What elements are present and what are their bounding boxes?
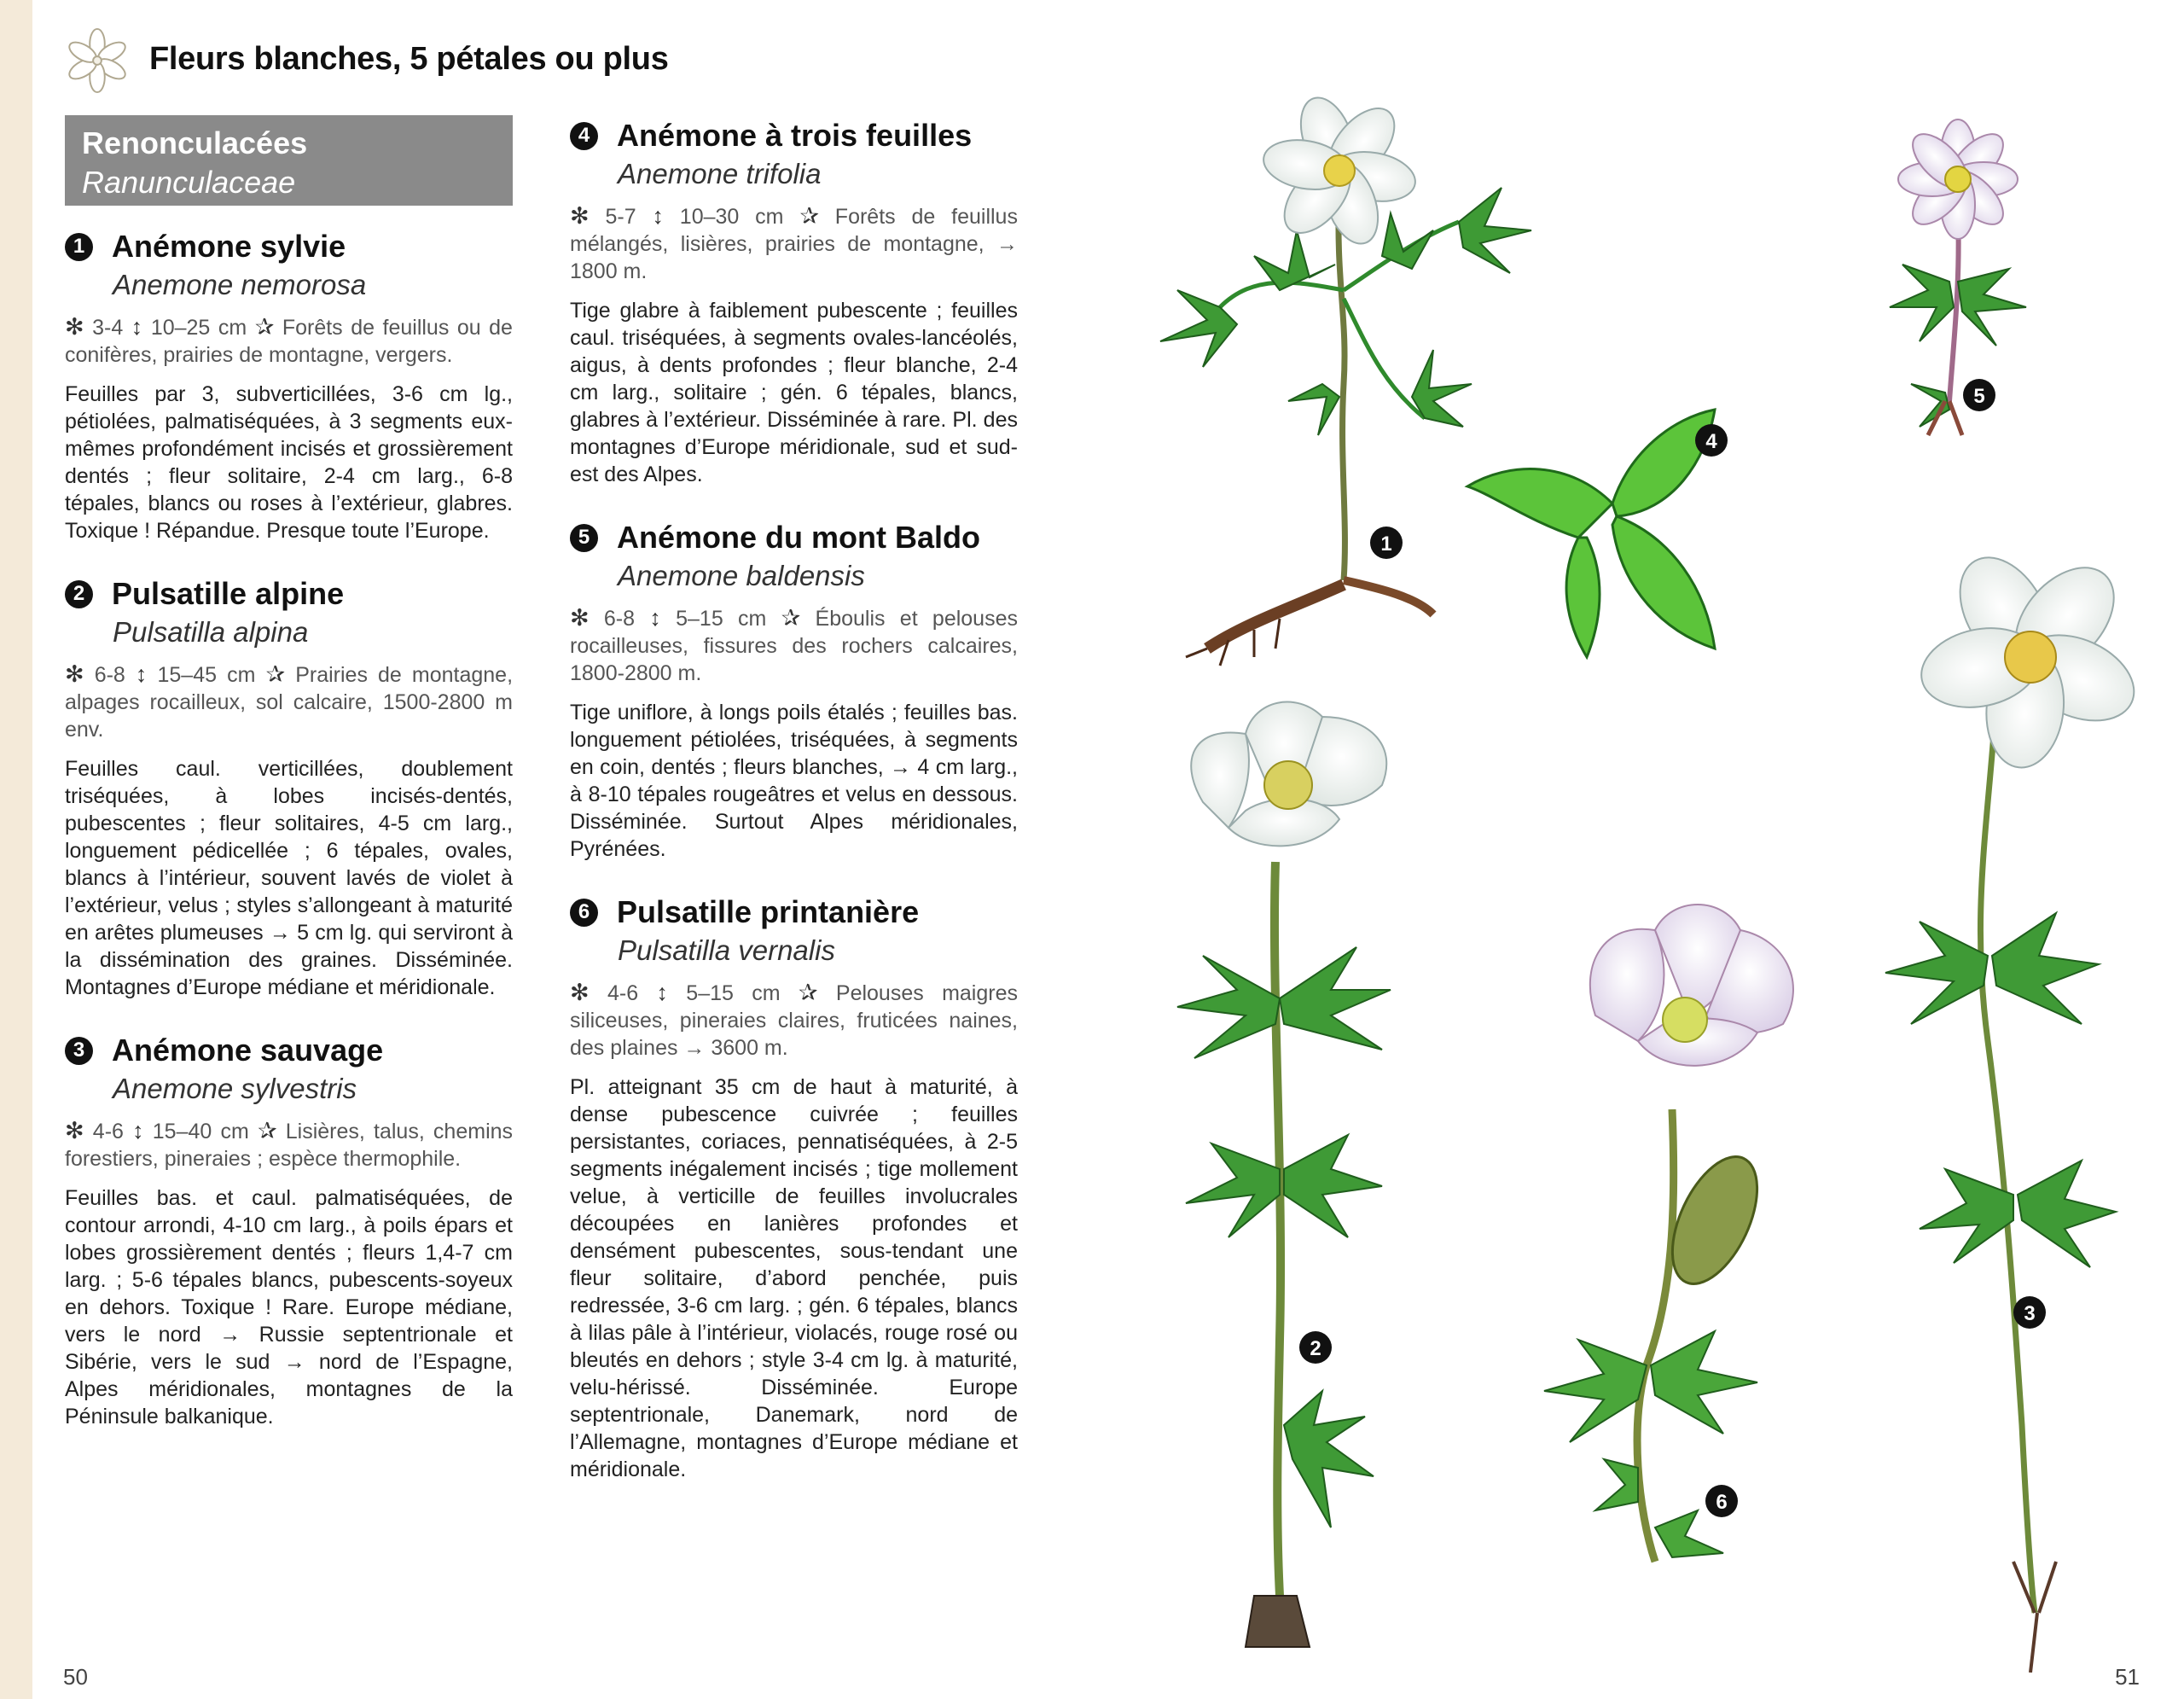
species-description: Feuilles bas. et caul. palmatiséquées, de contour arrondi, 4-10 cm larg., à poils épars et lobes grossièrement dentés ; fleurs 1,4-7 cm larg. ; 5-6 tépales blancs, pubescents-soyeux en dehors. Toxique ! Rare. Europe médiane, vers le nord → Russie septentrionale et Sibérie, vers le sud → nord de l’Espagne, Alpes méridionales, montagnes de la Péninsule balkanique. [65,1186,513,1428]
species-name: Pulsatille printanière [617,894,920,929]
habitat-icon: ✰ [798,980,818,1005]
page-number-left: 50 [63,1664,88,1690]
height-icon: ↕ [652,203,664,229]
height-icon: ↕ [656,980,668,1005]
species-latin-name: Pulsatilla vernalis [618,934,835,966]
habitat-text: Forêts de feuillus mélangés, lisières, prairies de montagne, → 1800 m. [570,205,1018,283]
height-icon: ↕ [649,605,661,631]
species-habitat-line [65,1117,513,1172]
svg-text:6: 6 [1716,1491,1728,1514]
page-title: Fleurs blanches, 5 pétales ou plus [149,41,669,77]
species-entry [570,115,1018,488]
flowering-months: 6-8 [603,607,636,631]
anemone-trifolia-leaf-drawing [1467,410,1715,657]
species-name: Anémone du mont Baldo [617,520,980,555]
anemone-baldensis-drawing [1890,119,2026,435]
botanical-illustration-plate [1126,60,2167,1673]
flowering-month-icon: ✻ [65,1118,84,1143]
family-box [65,115,513,206]
book-spine-margin [0,0,32,1699]
flowering-months: 4-6 [92,1120,124,1143]
plant-height: 15–40 cm [152,1120,249,1143]
plate-label-1 [1370,527,1403,559]
height-icon: ↕ [132,1118,144,1143]
species-entry [65,1030,513,1430]
plant-height: 5–15 cm [676,607,767,631]
species-number-badge: 3 [65,1037,93,1065]
anemone-sylvestris-drawing [1885,542,2147,1673]
flowering-months: 6-8 [94,663,125,687]
species-name: Pulsatille alpine [112,576,345,611]
species-entry [570,892,1018,1483]
habitat-icon: ✰ [254,314,275,340]
height-icon: ↕ [131,314,143,340]
species-description: Feuilles caul. verticillées, doublement triséquées, à lobes incisés-dentés, pubescentes ; fleur solitaires, 4-5 cm larg., longuement pédicellée ; 6 tépales, ovales, blancs à l’intérieur, souvent lavés de violet à l’extérieur, velus ; styles s’allongeant à maturité en arêtes plumeuses → 5 cm lg. qui serviront à la dissémination des graines. Disséminée. Montagnes d’Europe médiane et méridionale. [65,757,513,999]
species-latin-name: Anemone baldensis [618,560,865,591]
plant-height: 10–25 cm [150,316,247,340]
species-description: Feuilles par 3, subverticillées, 3-6 cm lg., pétiolées, palmatiséquées, à 3 segments eux-mêmes profondément incisés et grossièrement dentés ; fleur solitaire, 2-4 cm larg., 6-8 tépales, blancs ou roses à l’extérieur, glabres. Toxique ! Répandue. Presque toute l’Europe. [65,382,513,543]
family-french-name: Renonculacées [82,125,308,160]
species-habitat-line [65,660,513,743]
left-text-column [65,226,513,1459]
habitat-text: Lisières, talus, chemins forestiers, pineraies ; espèce thermophile. [65,1120,514,1171]
flowering-month-icon: ✻ [570,203,590,229]
species-habitat-line [570,202,1018,285]
flowering-months: 5-7 [605,205,636,229]
plate-label-4 [1695,424,1728,457]
species-entry [65,226,513,544]
page-number-right: 51 [2115,1664,2140,1690]
species-name: Anémone sylvie [112,229,346,264]
species-entry [570,517,1018,863]
species-entry [65,573,513,1001]
height-icon: ↕ [135,661,148,687]
plate-label-2 [1299,1331,1332,1364]
plate-label-5 [1963,379,1995,411]
species-description: Pl. atteignant 35 cm de haut à maturité, à dense pubescence cuivrée ; feuilles persistantes, coriaces, pennatiséquées, à 2-5 segments inégalement incisés ; tige mollement velue, à verticille de feuilles involucrales découpées en lanières profondes et densément pubescentes, sous-tendant une fleur solitaire, d’abord penchée, puis redressée, 3-6 cm larg. ; gén. 6 tépales, blancs à lilas pâle à l’intérieur, violacés, rouge rosé ou bleutés en dehors ; style 3-4 cm lg. à maturité, velu-hérissé. Disséminée. Europe septentrionale, Danemark, nord de l’Allemagne, montagnes d’Europe médiane et méridionale. [570,1075,1018,1481]
habitat-text: Forêts de feuillus ou de conifères, prairies de montagne, vergers. [65,316,513,367]
svg-text:5: 5 [1973,385,1985,408]
flowering-month-icon: ✻ [65,661,84,687]
flowering-month-icon: ✻ [570,605,590,631]
species-name: Anémone sauvage [112,1033,384,1068]
flowering-month-icon: ✻ [65,314,84,340]
species-number-badge: 4 [570,122,598,150]
habitat-icon: ✰ [265,661,286,687]
species-latin-name: Pulsatilla alpina [113,616,309,648]
anemone-nemorosa-drawing [1160,90,1531,666]
plate-label-3 [2013,1296,2046,1329]
flowering-months: 4-6 [607,981,639,1005]
species-latin-name: Anemone trifolia [618,158,822,189]
species-habitat-line [570,979,1018,1062]
habitat-icon: ✰ [781,605,801,631]
species-latin-name: Anemone sylvestris [113,1073,357,1104]
right-text-column [570,115,1018,1512]
pulsatilla-alpina-drawing [1177,702,1391,1647]
species-latin-name: Anemone nemorosa [113,269,367,300]
plant-height: 10–30 cm [679,205,784,229]
flowering-month-icon: ✻ [570,980,590,1005]
habitat-text: Prairies de montagne, alpages rocailleux, sol calcaire, 1500-2800 m env. [65,663,514,742]
species-number-badge: 6 [570,899,598,927]
species-description: Tige glabre à faiblement pubescente ; feuilles caul. triséquées, à segments ovales-lancéolés, aigus, à dents profondes ; fleur blanche, 2-4 cm larg., solitaire ; gén. 6 tépales, blancs, glabres à l’extérieur. Disséminée à rare. Pl. des montagnes d’Europe méridionale, sud et sud-est des Alpes. [570,299,1018,486]
species-number-badge: 2 [65,580,93,608]
habitat-icon: ✰ [799,203,819,229]
species-habitat-line [65,313,513,369]
svg-text:3: 3 [2024,1302,2036,1325]
white-flower-icon [64,27,131,94]
flowering-months: 3-4 [92,316,124,340]
species-number-badge: 5 [570,524,598,552]
species-description: Tige uniflore, à longs poils étalés ; feuilles bas. longuement pétiolées, triséquées, à segments en coin, dentés ; fleurs blanches, → 4 cm larg., à 8-10 tépales rougeâtres et velus en dessous. Disséminée. Surtout Alpes méridionales, Pyrénées. [570,701,1018,861]
svg-text:2: 2 [1310,1337,1321,1360]
plate-label-6 [1705,1485,1738,1517]
pulsatilla-vernalis-drawing [1544,905,1793,1562]
svg-text:1: 1 [1380,532,1392,556]
family-latin-name: Ranunculaceae [82,165,296,200]
species-habitat-line [570,604,1018,687]
species-number-badge: 1 [65,233,93,261]
svg-text:4: 4 [1705,430,1717,453]
habitat-text: Pelouses maigres siliceuses, pineraies claires, fruticées naines, des plaines → 3600 m. [570,981,1018,1060]
plant-height: 5–15 cm [686,981,781,1005]
species-name: Anémone à trois feuilles [617,118,973,153]
habitat-icon: ✰ [257,1118,277,1143]
habitat-text: Éboulis et pelouses rocailleuses, fissures des rochers calcaires, 1800-2800 m. [570,607,1018,685]
plant-height: 15–45 cm [157,663,256,687]
